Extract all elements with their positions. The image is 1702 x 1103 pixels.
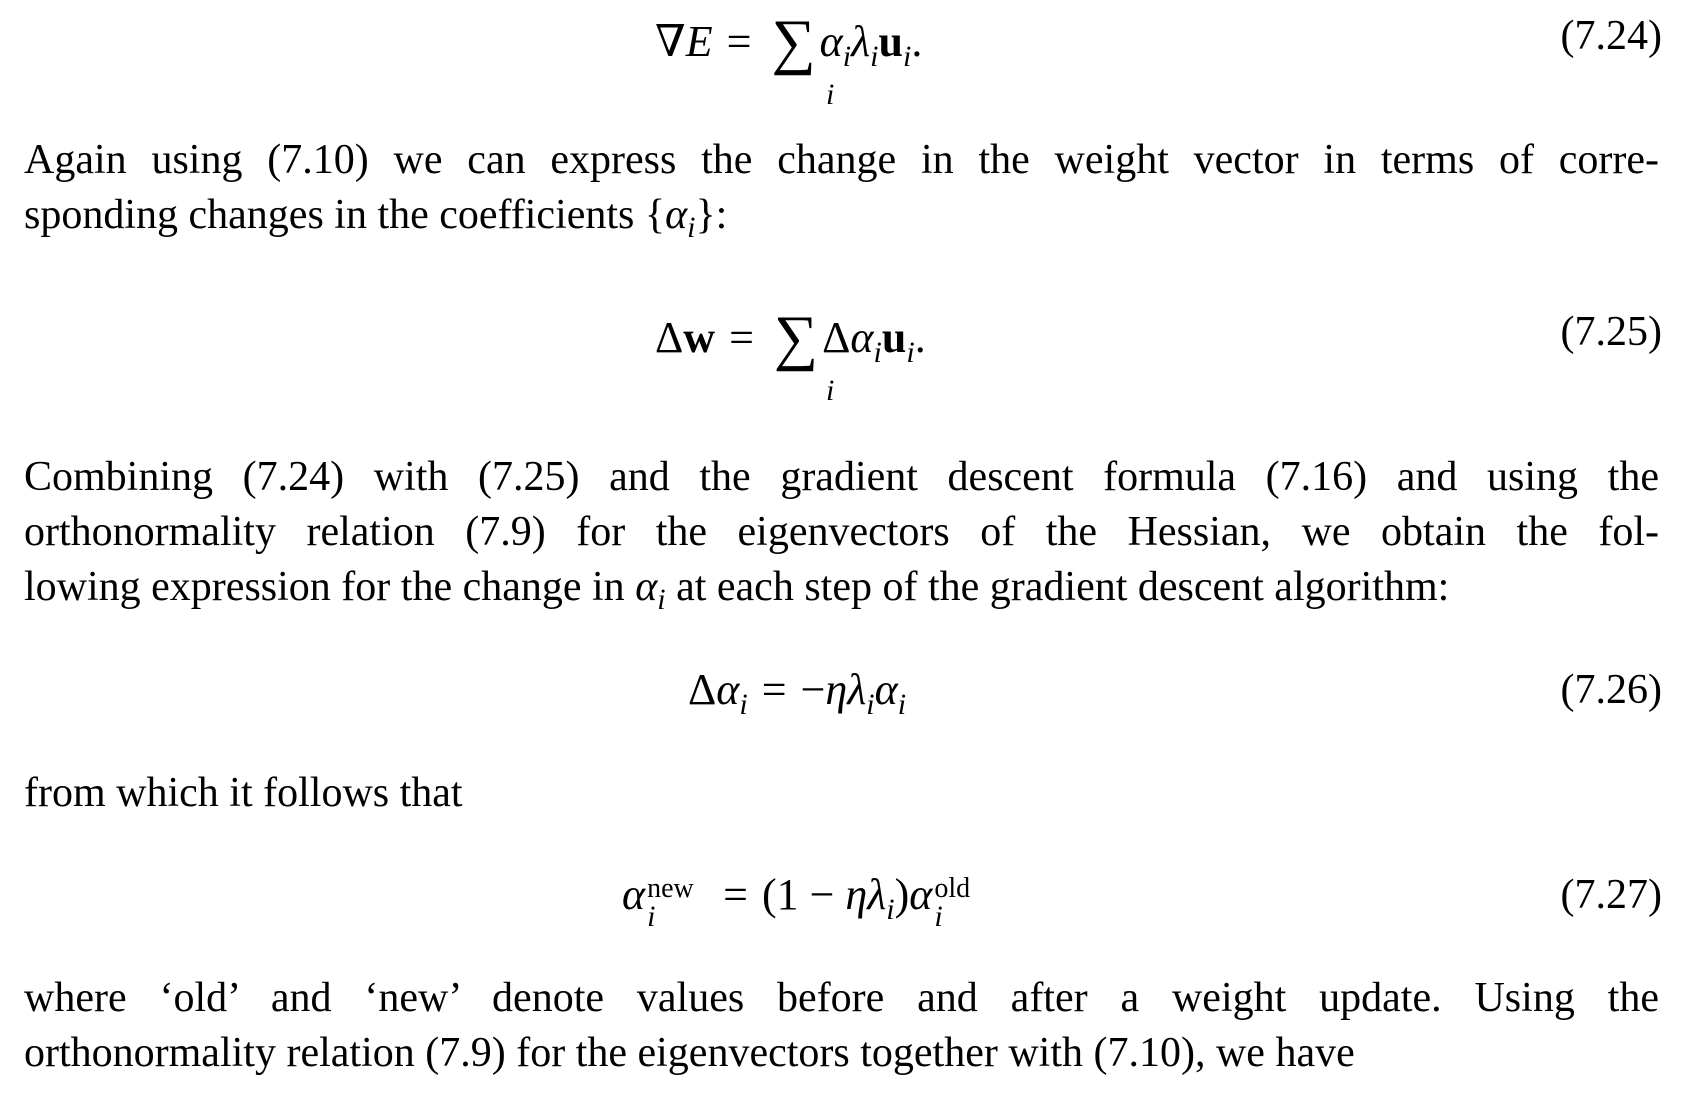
sum-index: i [826, 374, 835, 407]
equation-number: (7.24) [1560, 13, 1662, 59]
paragraph-line: Again using (7.10) we can express the change in the weight vector in terms of corre- [24, 137, 1659, 183]
superscript-subscript: old i [932, 865, 992, 925]
paragraph-line: orthonormality relation (7.9) for the eigenvectors together with (7.10), we have [24, 1030, 1355, 1076]
equation-7-26 [0, 660, 1702, 720]
superscript-old: old [934, 873, 971, 904]
superscript-new: new [647, 873, 694, 904]
inline-math: $\{\alpha_i\}$: [644, 192, 728, 244]
equation-7-25 [0, 302, 1702, 407]
paragraph-2 [24, 450, 1659, 618]
superscript-subscript: new i [645, 865, 731, 925]
equation-7-26-body: $\Delta\alpha_i = -\eta\lambda_i\alpha_i$ [688, 665, 907, 721]
paragraph-line [24, 560, 1659, 618]
paragraph-line: from which it follows that [24, 770, 463, 816]
sum-index: i [826, 78, 835, 111]
paragraph-line: orthonormality relation (7.9) for the eigenvectors of the Hessian, we obtain the fol- [24, 509, 1659, 555]
equation-7-27-body: α new i = $(1 - \eta\lambda_i)\alpha$ old i [622, 865, 992, 930]
paragraph-line: where ‘old’ and ‘new’ denote values before and after a weight update. Using the [24, 975, 1659, 1021]
paragraph-line [24, 188, 1659, 246]
paragraph-text: lowing expression for the change in [24, 564, 636, 610]
paragraph-text: at each step of the gradient descent algorithm: [665, 564, 1450, 610]
equation-7-24 [0, 6, 1702, 111]
equation-number: (7.25) [1560, 309, 1662, 355]
paragraph-3 [24, 766, 1659, 821]
inline-math: $\alpha_i$ [635, 564, 666, 616]
equation-7-27 [0, 865, 1702, 933]
paragraph-1 [24, 133, 1659, 246]
equation-number: (7.26) [1560, 667, 1662, 713]
equation-7-25-body: $\Delta w = \sum\Delta\alpha_iu_i$. [655, 304, 926, 372]
paragraph-4 [24, 971, 1659, 1081]
equation-7-24-body: $\nabla E = \sum\alpha_i\lambda_iu_i$. [655, 8, 923, 76]
paragraph-line: Combining (7.24) with (7.25) and the gradient descent formula (7.16) and using the [24, 454, 1659, 500]
equation-number: (7.27) [1560, 872, 1662, 918]
paragraph-text: sponding changes in the coefficients [24, 192, 645, 238]
